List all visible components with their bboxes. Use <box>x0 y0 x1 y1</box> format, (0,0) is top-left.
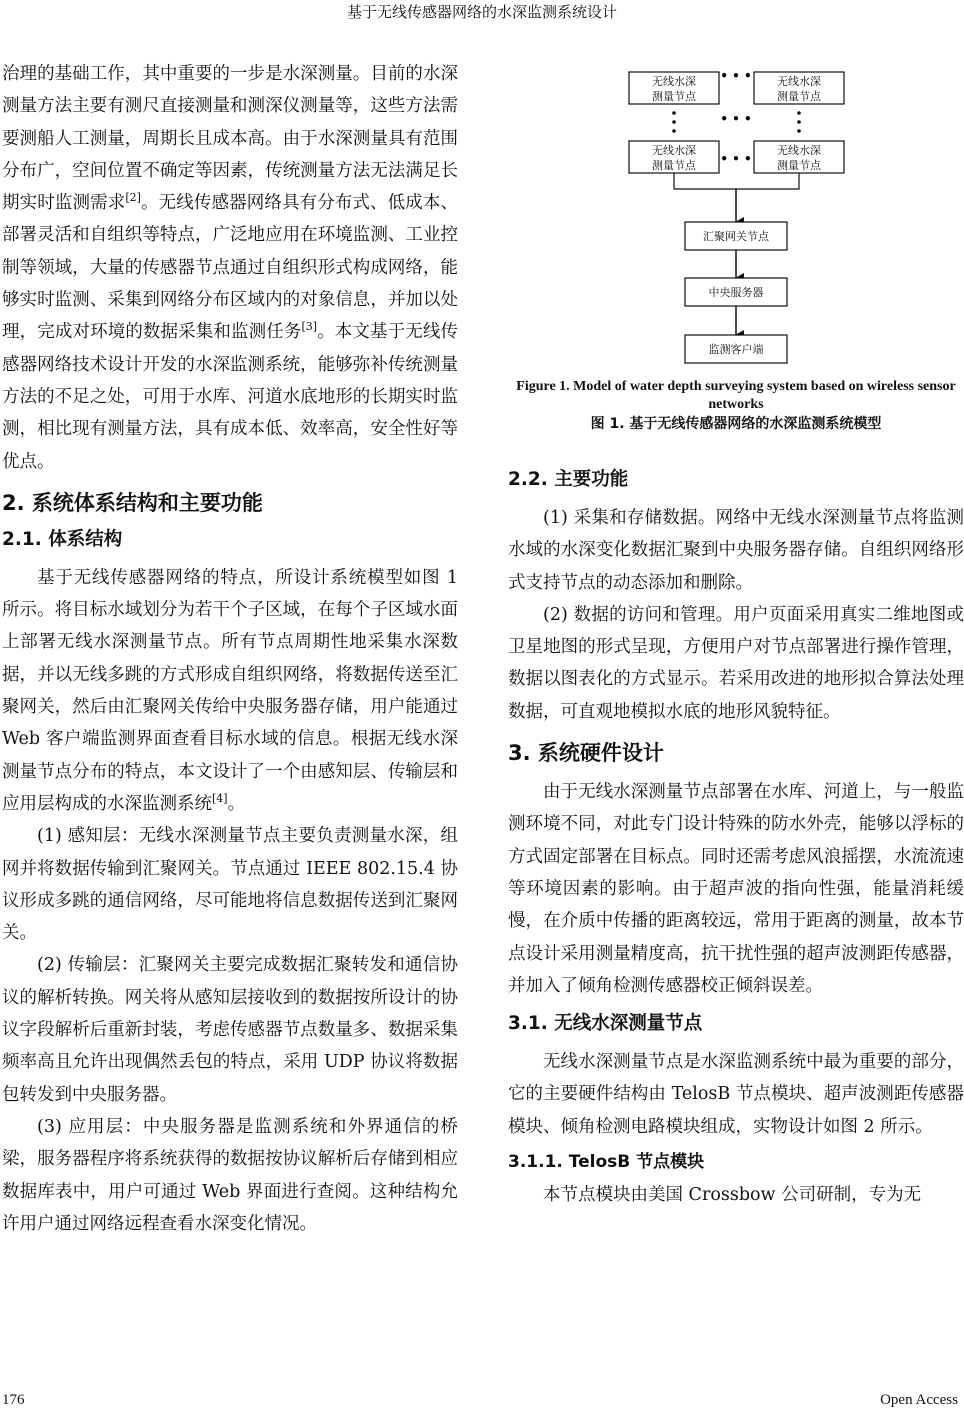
function-1-paragraph: (1) 采集和存储数据。网络中无线水深测量节点将监测水域的水深变化数据汇聚到中央服务器存储。自组织网络形式支持节点的动态添加和删除。 <box>508 508 964 593</box>
svg-text:无线水深: 无线水深 <box>777 75 821 88</box>
figure-1-caption-en: Figure 1. Model of water depth surveying system based on wireless sensor networks <box>516 379 956 412</box>
sensor-node-bottom-right <box>754 141 844 173</box>
sensor-node-top-right <box>754 72 844 104</box>
ellipsis-bottom: • • • <box>720 152 752 166</box>
right-column <box>508 58 964 1211</box>
citation-2[interactable]: [2] <box>125 191 141 205</box>
page-number: 176 <box>2 1392 25 1408</box>
central-server-node <box>685 278 787 306</box>
architecture-paragraph: 基于无线传感器网络的特点，所设计系统模型如图 1 所示。将目标水域划分为若干个子区域，在每个子区域水面上部署无线水深测量节点。所有节点周期性地采集水深数据，并以无线多跳的方式形成自组织网络，将数据传送至汇聚网关，然后由汇聚网关传给中央服务器存储，用户能通过 Web 客户端监测界面查看目标水域的信息。根据无线水深测量节点分布的特点，本文设计了一个由感知层、传输层和应用层构成的水深监测系统[4]。 <box>2 567 458 814</box>
application-layer-paragraph: (3) 应用层：中央服务器是监测系统和外界通信的桥梁，服务器程序将系统获得的数据按协议解析后存储到相应数据库表中，用户可通过 Web 界面进行查阅。这种结构允许用户通过网络远程查看水深变化情况。 <box>2 1116 458 1234</box>
intro-paragraph: 治理的基础工作，其中重要的一步是水深测量。目前的水深测量方法主要有测尺直接测量和测深仪测量等，这些方法需要测船人工测量，周期长且成本高。由于水深测量具有范围分布广，空间位置不确定等因素，传统测量方法无法满足长期实时监测需求[2]。无线传感器网络具有分布式、低成本、部署灵活和自组织等特点，广泛地应用在环境监测、工业控制等领域，大量的传感器节点通过自组织形式构成网络，能够实时监测、采集到网络分布区域内的对象信息，并加以处理，完成对环境的数据采集和监测任务[3]。本文基于无线传感器网络技术设计开发的水深监测系统，能够弥补传统测量方法的不足之处，可用于水库、河道水底地形的长期实时监测，相比现有测量方法，具有成本低、效率高，安全性好等优点。 <box>2 64 459 472</box>
svg-text:测量节点: 测量节点 <box>777 159 821 172</box>
section-2-heading: 2. 系统体系结构和主要功能 <box>2 490 263 515</box>
hardware-paragraph: 由于无线水深测量节点部署在水库、河道上，与一般监测环境不同，对此专门设计特殊的防水外壳，能够以浮标的方式固定部署在目标点。同时还需考虑风浪摇摆，水流流速等环境因素的影响。由于超声波的指向性强，能量消耗缓慢，在介质中传播的距离较远，常用于距离的测量，故本节点设计采用测量精度高，抗干扰性强的超声波测距传感器，并加入了倾角检测传感器校正倾斜误差。 <box>508 782 964 996</box>
section-2-2-heading: 2.2. 主要功能 <box>508 469 629 490</box>
sensor-node-top-left <box>629 72 719 104</box>
svg-text:无线水深: 无线水深 <box>652 75 696 88</box>
svg-text:无线水深: 无线水深 <box>652 144 696 157</box>
section-3-1-1-heading: 3.1.1. TelosB 节点模块 <box>508 1152 705 1173</box>
svg-text:测量节点: 测量节点 <box>652 90 696 103</box>
ellipsis-vertical-right <box>797 111 801 133</box>
system-model-diagram <box>508 58 964 376</box>
function-2-paragraph: (2) 数据的访问和管理。用户页面采用真实二维地图或卫星地图的形式呈现，方便用户对节点部署进行操作管理，数据以图表化的方式显示。若采用改进的地形拟合算法处理数据，可直观地模拟水底的地形风貌特征。 <box>508 604 964 722</box>
citation-4[interactable]: [4] <box>212 792 228 806</box>
running-title: 基于无线传感器网络的水深监测系统设计 <box>346 3 617 21</box>
telosb-paragraph: 本节点模块由美国 Crossbow 公司研制，专为无 <box>543 1185 922 1206</box>
ellipsis-vertical-left <box>672 111 676 133</box>
svg-text:中央服务器: 中央服务器 <box>708 286 764 299</box>
section-3-1-heading: 3.1. 无线水深测量节点 <box>508 1013 703 1035</box>
svg-text:测量节点: 测量节点 <box>777 90 821 103</box>
transport-layer-paragraph: (2) 传输层：汇聚网关主要完成数据汇聚转发和通信协议的解析转换。网关将从感知层接收到的数据按所设计的协议字段解析后重新封装，考虑传感器节点数量多、数据采集频率高且允许出现偶然丢包的特点，采用 UDP 协议将数据包转发到中央服务器。 <box>2 955 458 1105</box>
ellipsis-middle: • • • <box>720 112 752 126</box>
svg-text:测量节点: 测量节点 <box>652 159 696 172</box>
citation-3[interactable]: [3] <box>301 320 318 334</box>
node-paragraph: 无线水深测量节点是水深监测系统中最为重要的部分，它的主要硬件结构由 TelosB 节点模块、超声波测距传感器模块、倾角检测电路模块组成，实物设计如图 2 所示。 <box>508 1052 964 1137</box>
svg-text:无线水深: 无线水深 <box>777 144 821 157</box>
svg-text:汇聚网关节点: 汇聚网关节点 <box>703 230 769 243</box>
figure-1-caption-cn: 图 1. 基于无线传感器网络的水深监测系统模型 <box>590 416 882 432</box>
monitoring-client-node <box>685 335 787 363</box>
section-3-heading: 3. 系统硬件设计 <box>508 741 664 766</box>
figure-1 <box>508 58 964 376</box>
section-2-1-heading: 2.1. 体系结构 <box>2 528 123 550</box>
gateway-node <box>685 222 787 250</box>
sensor-node-bottom-left <box>629 141 719 173</box>
perception-layer-paragraph: (1) 感知层：无线水深测量节点主要负责测量水深，组网并将数据传输到汇聚网关。节点通过 IEEE 802.15.4 协议形成多跳的通信网络，尽可能地将信息数据传送到汇聚网关。 <box>2 826 458 944</box>
svg-text:监测客户端: 监测客户端 <box>708 343 764 356</box>
publisher-label: Open Access <box>880 1392 958 1408</box>
ellipsis-top: • • • <box>720 69 752 83</box>
left-column <box>2 58 458 1240</box>
